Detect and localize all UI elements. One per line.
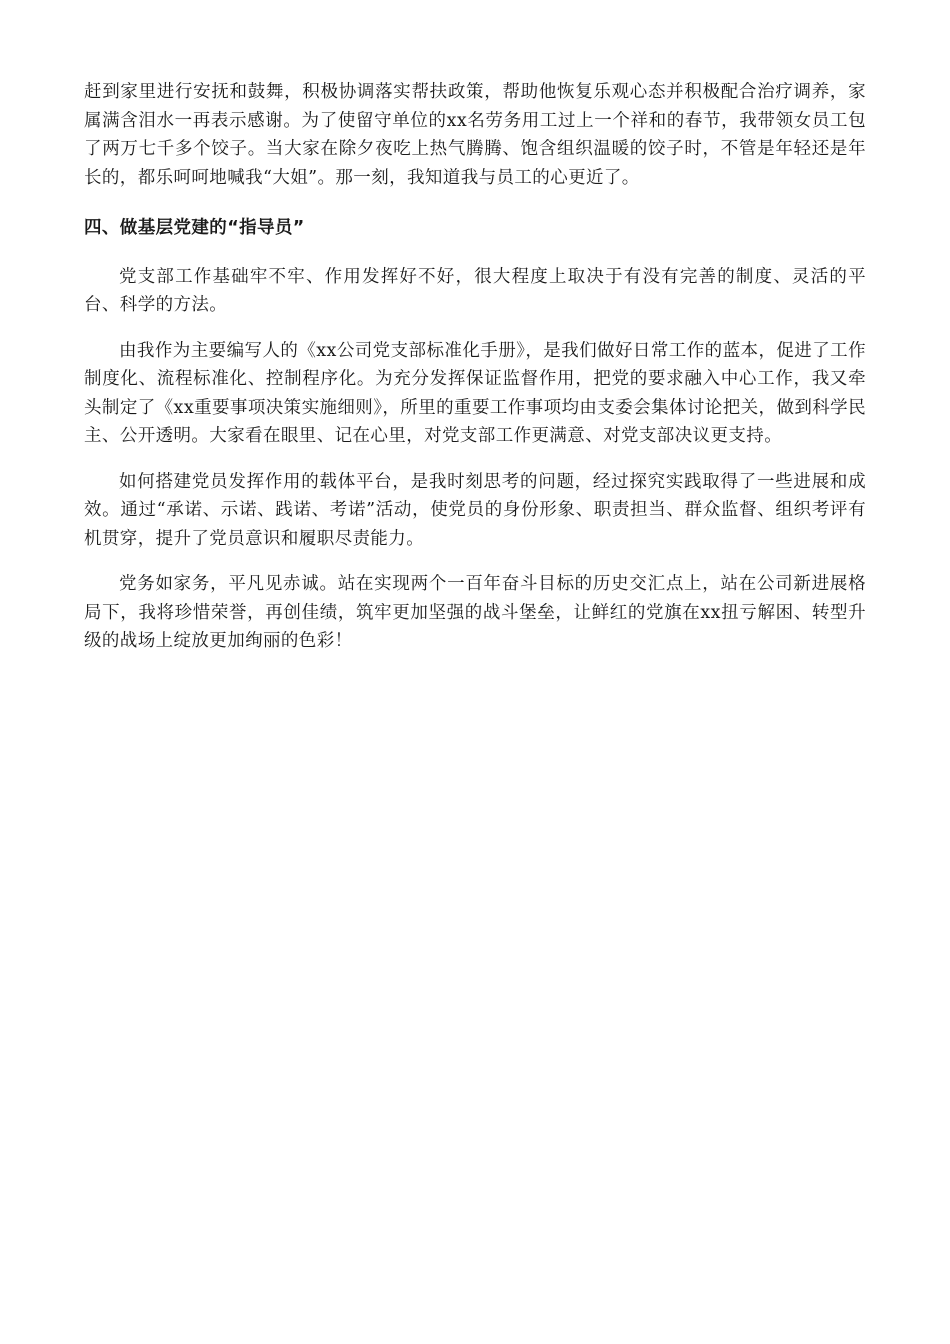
paragraph: 如何搭建党员发挥作用的载体平台，是我时刻思考的问题，经过探究实践取得了一些进展和成效。通过“承诺、示诺、践诺、考诺”活动，使党员的身份形象、职责担当、群众监督、组织考评有机贯穿，提升了党员意识和履职尽责能力。 [84,471,866,549]
paragraph-continued: 赶到家里进行安抚和鼓舞，积极协调落实帮扶政策，帮助他恢复乐观心态并积极配合治疗调养，家属满含泪水一再表示感谢。为了使留守单位的xx名劳务用工过上一个祥和的春节，我带领女员工包了两万七千多个饺子。当大家在除夕夜吃上热气腾腾、饱含组织温暖的饺子时，不管是年轻还是年长的，都乐呵呵地喊我“大姐”。那一刻，我知道我与员工的心更近了。 [84,82,866,188]
section-heading: 四、做基层党建的“指导员” [84,218,305,238]
paragraph: 党支部工作基础牢不牢、作用发挥好不好，很大程度上取决于有没有完善的制度、灵活的平台、科学的方法。 [84,266,866,315]
paragraph: 党务如家务，平凡见赤诚。站在实现两个一百年奋斗目标的历史交汇点上，站在公司新进展格局下，我将珍惜荣誉，再创佳绩，筑牢更加坚强的战斗堡垒，让鲜红的党旗在xx扭亏解困、转型升级的战场上绽放更加绚丽的色彩！ [84,574,866,651]
document-body [84,78,866,656]
paragraph: 由我作为主要编写人的《xx公司党支部标准化手册》，是我们做好日常工作的蓝本，促进了工作制度化、流程标准化、控制程序化。为充分发挥保证监督作用，把党的要求融入中心工作，我又牵头制定了《xx重要事项决策实施细则》，所里的重要工作事项均由支委会集体讨论把关，做到科学民主、公开透明。大家看在眼里、记在心里，对党支部工作更满意、对党支部决议更支持。 [84,340,866,446]
